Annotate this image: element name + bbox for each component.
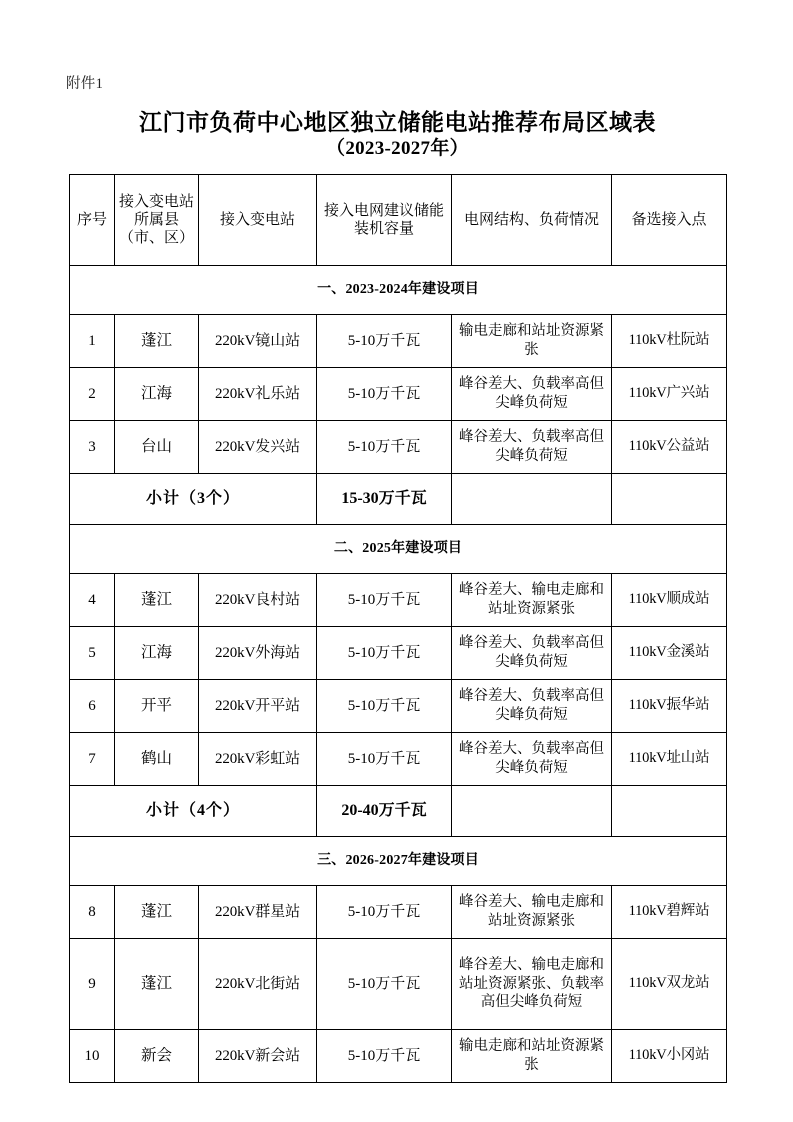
cell-county: 开平 [115, 680, 199, 733]
page-title-line2: （2023-2027年） [326, 138, 469, 160]
column-header-county: 接入变电站所属县（市、区） [115, 175, 199, 266]
cell-no: 6 [70, 680, 115, 733]
cell-substation: 220kV开平站 [199, 680, 317, 733]
cell-point: 110kV碧辉站 [612, 886, 727, 939]
section-heading: 二、2025年建设项目 [70, 525, 727, 574]
cell-point: 110kV顺成站 [612, 574, 727, 627]
column-header-grid: 电网结构、负荷情况 [452, 175, 612, 266]
column-header-substation: 接入变电站 [199, 175, 317, 266]
section-heading: 三、2026-2027年建设项目 [70, 837, 727, 886]
cell-county: 江海 [115, 368, 199, 421]
cell-no: 9 [70, 939, 115, 1030]
cell-county: 台山 [115, 421, 199, 474]
cell-no: 7 [70, 733, 115, 786]
cell-grid: 峰谷差大、负载率高但尖峰负荷短 [452, 368, 612, 421]
cell-county: 新会 [115, 1030, 199, 1083]
cell-no: 5 [70, 627, 115, 680]
subtotal-grid [452, 786, 612, 837]
cell-substation: 220kV礼乐站 [199, 368, 317, 421]
cell-point: 110kV小冈站 [612, 1030, 727, 1083]
cell-county: 鹤山 [115, 733, 199, 786]
cell-no: 2 [70, 368, 115, 421]
cell-county: 蓬江 [115, 315, 199, 368]
cell-grid: 峰谷差大、输电走廊和站址资源紧张、负载率高但尖峰负荷短 [452, 939, 612, 1030]
cell-point: 110kV振华站 [612, 680, 727, 733]
subtotal-row [70, 786, 727, 837]
cell-substation: 220kV新会站 [199, 1030, 317, 1083]
table-row [70, 627, 727, 680]
cell-grid: 输电走廊和站址资源紧张 [452, 1030, 612, 1083]
table-row [70, 680, 727, 733]
attachment-label: 附件1 [66, 76, 104, 92]
cell-no: 1 [70, 315, 115, 368]
subtotal-point [612, 474, 727, 525]
subtotal-grid [452, 474, 612, 525]
cell-substation: 220kV北街站 [199, 939, 317, 1030]
subtotal-capacity: 20-40万千瓦 [317, 786, 452, 837]
cell-county: 蓬江 [115, 574, 199, 627]
cell-point: 110kV金溪站 [612, 627, 727, 680]
cell-capacity: 5-10万千瓦 [317, 886, 452, 939]
table-row [70, 939, 727, 1030]
cell-capacity: 5-10万千瓦 [317, 1030, 452, 1083]
cell-substation: 220kV良村站 [199, 574, 317, 627]
table-row [70, 1030, 727, 1083]
section-heading: 一、2023-2024年建设项目 [70, 266, 727, 315]
layout-table-wrapper [69, 174, 726, 1083]
cell-grid: 峰谷差大、负载率高但尖峰负荷短 [452, 421, 612, 474]
cell-substation: 220kV外海站 [199, 627, 317, 680]
cell-substation: 220kV发兴站 [199, 421, 317, 474]
subtotal-row [70, 474, 727, 525]
cell-capacity: 5-10万千瓦 [317, 421, 452, 474]
cell-substation: 220kV群星站 [199, 886, 317, 939]
cell-capacity: 5-10万千瓦 [317, 368, 452, 421]
cell-grid: 峰谷差大、负载率高但尖峰负荷短 [452, 680, 612, 733]
subtotal-point [612, 786, 727, 837]
cell-point: 110kV广兴站 [612, 368, 727, 421]
cell-no: 3 [70, 421, 115, 474]
substation-layout-table [69, 174, 727, 1083]
page-title-line1: 江门市负荷中心地区独立储能电站推荐布局区域表 [139, 110, 656, 135]
subtotal-capacity: 15-30万千瓦 [317, 474, 452, 525]
subtotal-label: 小计（3个） [70, 474, 317, 525]
column-header-capacity: 接入电网建议储能装机容量 [317, 175, 452, 266]
column-header-no: 序号 [70, 175, 115, 266]
cell-capacity: 5-10万千瓦 [317, 680, 452, 733]
cell-capacity: 5-10万千瓦 [317, 627, 452, 680]
cell-substation: 220kV镜山站 [199, 315, 317, 368]
section-header-row [70, 266, 727, 315]
cell-grid: 峰谷差大、输电走廊和站址资源紧张 [452, 886, 612, 939]
table-header-row [70, 175, 727, 266]
cell-capacity: 5-10万千瓦 [317, 574, 452, 627]
table-row [70, 886, 727, 939]
table-row [70, 368, 727, 421]
cell-point: 110kV公益站 [612, 421, 727, 474]
cell-no: 4 [70, 574, 115, 627]
table-row [70, 315, 727, 368]
subtotal-label: 小计（4个） [70, 786, 317, 837]
cell-county: 蓬江 [115, 886, 199, 939]
cell-point: 110kV双龙站 [612, 939, 727, 1030]
table-row [70, 574, 727, 627]
cell-capacity: 5-10万千瓦 [317, 733, 452, 786]
cell-no: 10 [70, 1030, 115, 1083]
cell-substation: 220kV彩虹站 [199, 733, 317, 786]
cell-capacity: 5-10万千瓦 [317, 315, 452, 368]
cell-point: 110kV杜阮站 [612, 315, 727, 368]
cell-no: 8 [70, 886, 115, 939]
column-header-point: 备选接入点 [612, 175, 727, 266]
page-title [69, 108, 726, 162]
table-row [70, 733, 727, 786]
cell-county: 蓬江 [115, 939, 199, 1030]
table-row [70, 421, 727, 474]
cell-grid: 峰谷差大、输电走廊和站址资源紧张 [452, 574, 612, 627]
cell-grid: 峰谷差大、负载率高但尖峰负荷短 [452, 733, 612, 786]
cell-capacity: 5-10万千瓦 [317, 939, 452, 1030]
cell-point: 110kV址山站 [612, 733, 727, 786]
section-header-row [70, 525, 727, 574]
cell-county: 江海 [115, 627, 199, 680]
section-header-row [70, 837, 727, 886]
cell-grid: 输电走廊和站址资源紧张 [452, 315, 612, 368]
cell-grid: 峰谷差大、负载率高但尖峰负荷短 [452, 627, 612, 680]
